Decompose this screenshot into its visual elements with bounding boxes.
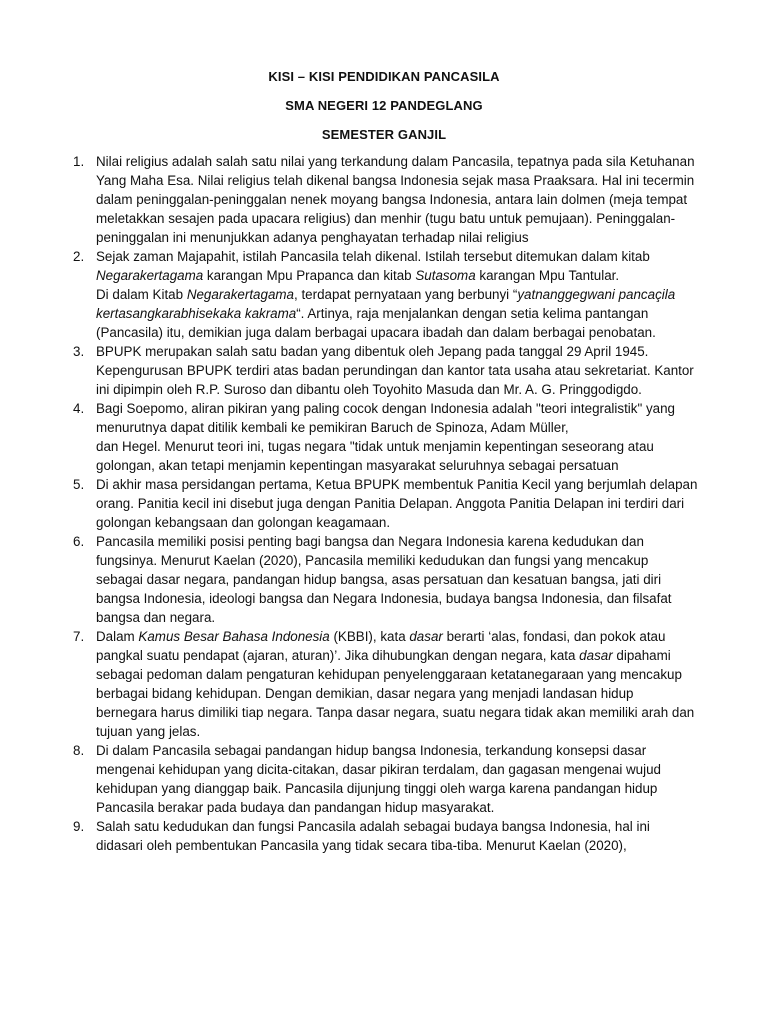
list-item-text xyxy=(96,532,698,627)
text-segment: Di akhir masa persidangan pertama, Ketua BPUPK membentuk Panitia Kecil yang berjumlah delapan orang. Panitia kecil ini disebut juga dengan Panitia Delapan. Anggota Panitia Delapan ini terdiri dari golongan kebangsaan dan golongan keagamaan. xyxy=(96,477,698,530)
text-segment: Nilai religius adalah salah satu nilai yang terkandung dalam Pancasila, tepatnya pada sila Ketuhanan Yang Maha Esa. Nilai religius telah dikenal bangsa Indonesia sejak masa Praaksara. Hal ini tecermin dalam peninggalan-peninggalan nenek moyang bangsa Indonesia, antara lain dolmen (meja tempat meletakkan sesajen pada upacara religius) dan menhir (tugu batu untuk pemujaan). Peninggalan-peninggalan ini menunjukkan adanya penghayatan terhadap nilai religius xyxy=(96,154,695,245)
text-segment: karangan Mpu Prapanca dan kitab xyxy=(203,268,416,283)
list-item-text xyxy=(96,342,698,399)
text-segment: Bagi Soepomo, aliran pikiran yang paling cocok dengan Indonesia adalah "teori integralistik" yang menurutnya dapat ditilik kembali ke pemikiran Baruch de Spinoza, Adam Müller, xyxy=(96,401,675,435)
list-item-number: 8. xyxy=(73,743,85,758)
list-item-number: 3. xyxy=(73,344,85,359)
text-segment: Di dalam Kitab xyxy=(96,287,187,302)
text-segment: dan Hegel. Menurut teori ini, tugas negara "tidak untuk menjamin kepentingan seseorang atau golongan, akan tetapi menjamin kepentingan masyarakat seluruhnya sebagai persatuan xyxy=(96,439,654,473)
list-item xyxy=(0,342,768,399)
italic-text: Sutasoma xyxy=(415,268,476,283)
italic-text: Kamus Besar Bahasa Indonesia xyxy=(138,629,330,644)
italic-text: Negarakertagama xyxy=(186,287,294,302)
list-item-number: 2. xyxy=(73,249,85,264)
list-item xyxy=(0,741,768,817)
list-item-number: 1. xyxy=(73,154,85,169)
text-segment: dipahami sebagai pedoman dalam pengaturan kehidupan penyelenggaraan ketatanegaraan yang mencakup berbagai bidang kehidupan. Dengan demikian, dasar negara yang menjadi landasan hidup bernegara harus dimiliki tiap negara. Tanpa dasar negara, suatu negara tidak akan memiliki arah dan tujuan yang jelas. xyxy=(96,648,695,739)
list-item xyxy=(0,399,768,475)
italic-text: dasar xyxy=(579,648,613,663)
text-segment: Sejak zaman Majapahit, istilah Pancasila telah dikenal. Istilah tersebut ditemukan dalam kitab xyxy=(96,249,650,264)
list-item-number: 7. xyxy=(73,629,85,644)
list-item-number: 9. xyxy=(73,819,85,834)
list-item-text xyxy=(96,627,698,741)
semester-label: SEMESTER GANJIL xyxy=(321,127,447,142)
list-item-number: 5. xyxy=(73,477,85,492)
numbered-list xyxy=(0,152,768,855)
list-item xyxy=(0,475,768,532)
text-segment: (KBBI), kata xyxy=(329,629,410,644)
list-item-text xyxy=(96,741,698,817)
list-item-text xyxy=(96,247,698,342)
text-segment: Di dalam Pancasila sebagai pandangan hidup bangsa Indonesia, terkandung konsepsi dasar mengenai kehidupan yang dicita-citakan, dasar pikiran terdalam, dan gagasan mengenai wujud kehidupan yang dianggap baik. Pancasila dijunjung tinggi oleh warga karena pandangan hidup Pancasila berakar pada budaya dan pandangan hidup masyarakat. xyxy=(96,743,662,815)
italic-text: dasar xyxy=(409,629,443,644)
document-title: KISI – KISI PENDIDIKAN PANCASILA xyxy=(268,69,500,84)
school-name: SMA NEGERI 12 PANDEGLANG xyxy=(285,98,483,113)
list-item-text xyxy=(96,399,698,475)
list-item xyxy=(0,817,768,855)
italic-text: yatnanggegwani pancaçila kertasangkarabhisekaka kakrama xyxy=(96,287,676,321)
text-segment: “. Artinya, raja menjalankan dengan setia kelima pantangan (Pancasila) itu, demikian juga dalam berbagai upacara ibadah dan dalam berbagai penobatan. xyxy=(96,306,656,340)
list-item-number: 4. xyxy=(73,401,85,416)
list-item-number: 6. xyxy=(73,534,85,549)
text-segment: Pancasila memiliki posisi penting bagi bangsa dan Negara Indonesia karena kedudukan dan fungsinya. Menurut Kaelan (2020), Pancasila memiliki kedudukan dan fungsi yang mencakup sebagai dasar negara, pandangan hidup bangsa, asas persatuan dan kesatuan bangsa, jati diri bangsa Indonesia, ideologi bangsa dan Negara Indonesia, budaya bangsa Indonesia, dan filsafat bangsa dan negara. xyxy=(96,534,672,625)
text-segment: karangan Mpu Tantular. xyxy=(475,268,620,283)
list-item xyxy=(0,532,768,627)
text-segment: Salah satu kedudukan dan fungsi Pancasila adalah sebagai budaya bangsa Indonesia, hal ini didasari oleh pembentukan Pancasila yang tidak secara tiba-tiba. Menurut Kaelan (2020), xyxy=(96,819,650,853)
italic-text: Negarakertagama xyxy=(96,268,204,283)
text-segment: BPUPK merupakan salah satu badan yang dibentuk oleh Jepang pada tanggal 29 April 1945. Kepengurusan BPUPK terdiri atas badan perundingan dan kantor tata usaha atau sekretariat. Kantor ini dipimpin oleh R.P. Suroso dan dibantu oleh Toyohito Masuda dan Mr. A. G. Pringgodigdo. xyxy=(96,344,694,397)
list-item xyxy=(0,247,768,342)
list-item-text xyxy=(96,152,698,247)
text-segment: , terdapat pernyataan yang berbunyi “ xyxy=(294,287,518,302)
list-item xyxy=(0,627,768,741)
list-item xyxy=(0,152,768,247)
text-segment: berarti ‘alas, fondasi, dan pokok atau pangkal suatu pendapat (ajaran, aturan)’. Jika dihubungkan dengan negara, kata xyxy=(96,629,666,663)
list-item-text xyxy=(96,475,698,532)
list-item-text xyxy=(96,817,698,855)
text-segment: Dalam xyxy=(96,629,139,644)
